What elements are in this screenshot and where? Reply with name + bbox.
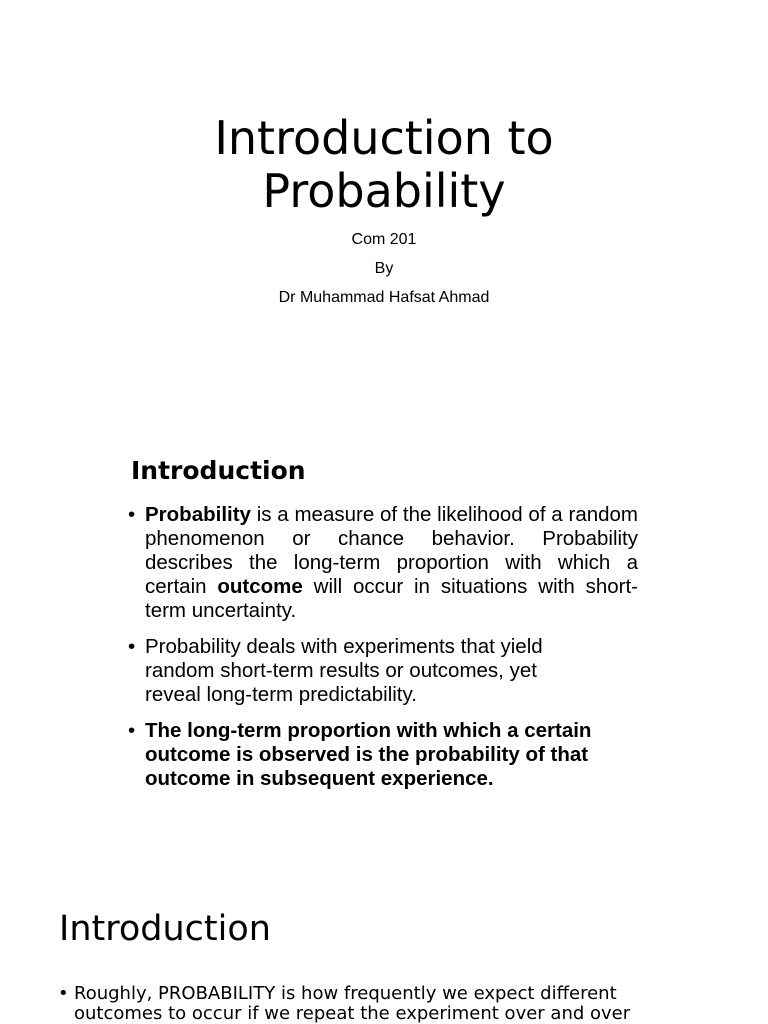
title-line-1: Introduction to (214, 111, 554, 165)
bullet-icon: • (128, 719, 136, 742)
slide-heading: Introduction (131, 456, 306, 485)
slide-heading: Introduction (59, 909, 271, 949)
introduction-slide-2 (0, 880, 768, 1024)
term-outcome: outcome (217, 575, 303, 598)
list-item (128, 635, 638, 707)
title-slide (0, 0, 768, 420)
item-text: The long-term proportion with which a certain outcome is observed is the probability of that outcome in subsequent experience. (145, 719, 592, 790)
list-item (58, 984, 678, 1024)
bullet-list (128, 503, 638, 803)
slide-title (0, 112, 768, 218)
item-text: Roughly, PROBABILITY is how frequently we expect different outcomes to occur if we repeat the experiment over and over (74, 983, 631, 1024)
term-probability: Probability (145, 503, 251, 526)
item-text: will occur in situations with short-term uncertainty. (145, 575, 638, 622)
author-name: Dr Muhammad Hafsat Ahmad (278, 289, 490, 306)
bullet-icon: • (128, 503, 136, 526)
course-code: Com 201 (351, 231, 417, 248)
bullet-icon: • (128, 635, 136, 658)
by-label: By (374, 260, 394, 277)
title-line-2: Probability (262, 164, 506, 218)
item-text: is a measure of the likelihood of a random phenomenon or chance behavior. Probability describes the long-term proportion with which a certain (145, 503, 638, 598)
item-text: Probability deals with experiments that yield random short-term results or outcomes, yet reveal long-term predictability. (145, 635, 543, 706)
introduction-slide (0, 420, 768, 880)
bullet-icon: • (58, 983, 69, 1004)
list-item (128, 503, 638, 623)
list-item (128, 719, 638, 791)
bullet-list (58, 984, 678, 1024)
